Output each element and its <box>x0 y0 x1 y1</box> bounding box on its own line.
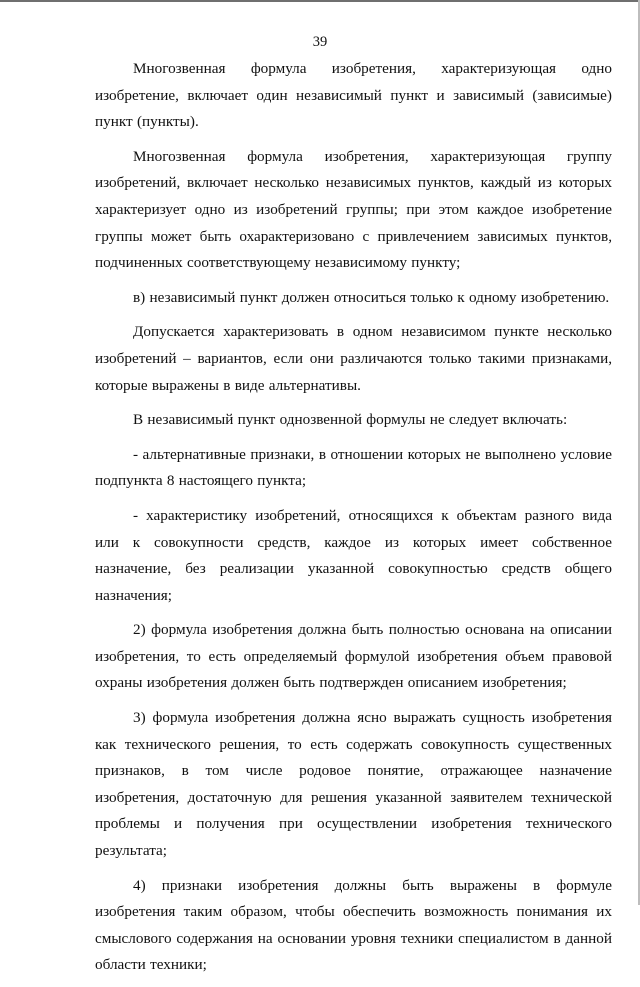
paragraph-exclusions-intro: В независимый пункт однозвенной формулы не следует включать: <box>133 411 568 429</box>
paragraph-item-v: в) независимый пункт должен относиться только к одному изобретению. <box>133 288 610 306</box>
paragraph-item-2: 2) формула изобретения должна быть полностью основана на описании изобретения, то есть определяемый формулой изобретения объем правовой охраны изобретения должен быть подтвержден описанием изобретения; <box>95 621 612 692</box>
paragraph-single-invention-claim: Многозвенная формула изобретения, характеризующая одно изобретение, включает один независимый пункт и зависимый (зависимые) пункт (пункты). <box>95 60 612 131</box>
paragraph-variants-allowed: Допускается характеризовать в одном независимом пункте несколько изобретений – вариантов, если они различаются только такими признаками, которые выражены в виде альтернативы. <box>95 323 612 394</box>
page-number: 39 <box>312 34 328 50</box>
page-top-edge <box>0 0 640 2</box>
paragraph-item-3: 3) формула изобретения должна ясно выражать сущность изобретения как технического решения, то есть содержать совокупность существенных признаков, в том числе родовое понятие, отражающее назначение изобретения, достаточную для решения указанной заявителем технической проблемы и получения при осуществлении изобретения технического результата; <box>95 709 612 860</box>
paragraph-group-invention-claim: Многозвенная формула изобретения, характеризующая группу изобретений, включает несколько независимых пунктов, каждый из которых характеризует одно из изобретений группы; при этом каждое изобретение группы может быть охарактеризовано с привлечением зависимых пунктов, подчиненных соответствующему независимому пункту; <box>95 147 612 272</box>
document-body <box>95 56 612 987</box>
list-item-different-objects: - характеристику изобретений, относящихся к объектам разного вида или к совокупности средств, каждое из которых имеет собственное назначение, без реализации указанной совокупностью средств общего назначения; <box>95 506 612 604</box>
list-item-alternative-features: - альтернативные признаки, в отношении которых не выполнено условие подпункта 8 настоящего пункта; <box>95 445 612 490</box>
paragraph-item-4: 4) признаки изобретения должны быть выражены в формуле изобретения таким образом, чтобы обеспечить возможность понимания их смыслового содержания на основании уровня техники специалистом в данной области техники; <box>95 876 612 974</box>
